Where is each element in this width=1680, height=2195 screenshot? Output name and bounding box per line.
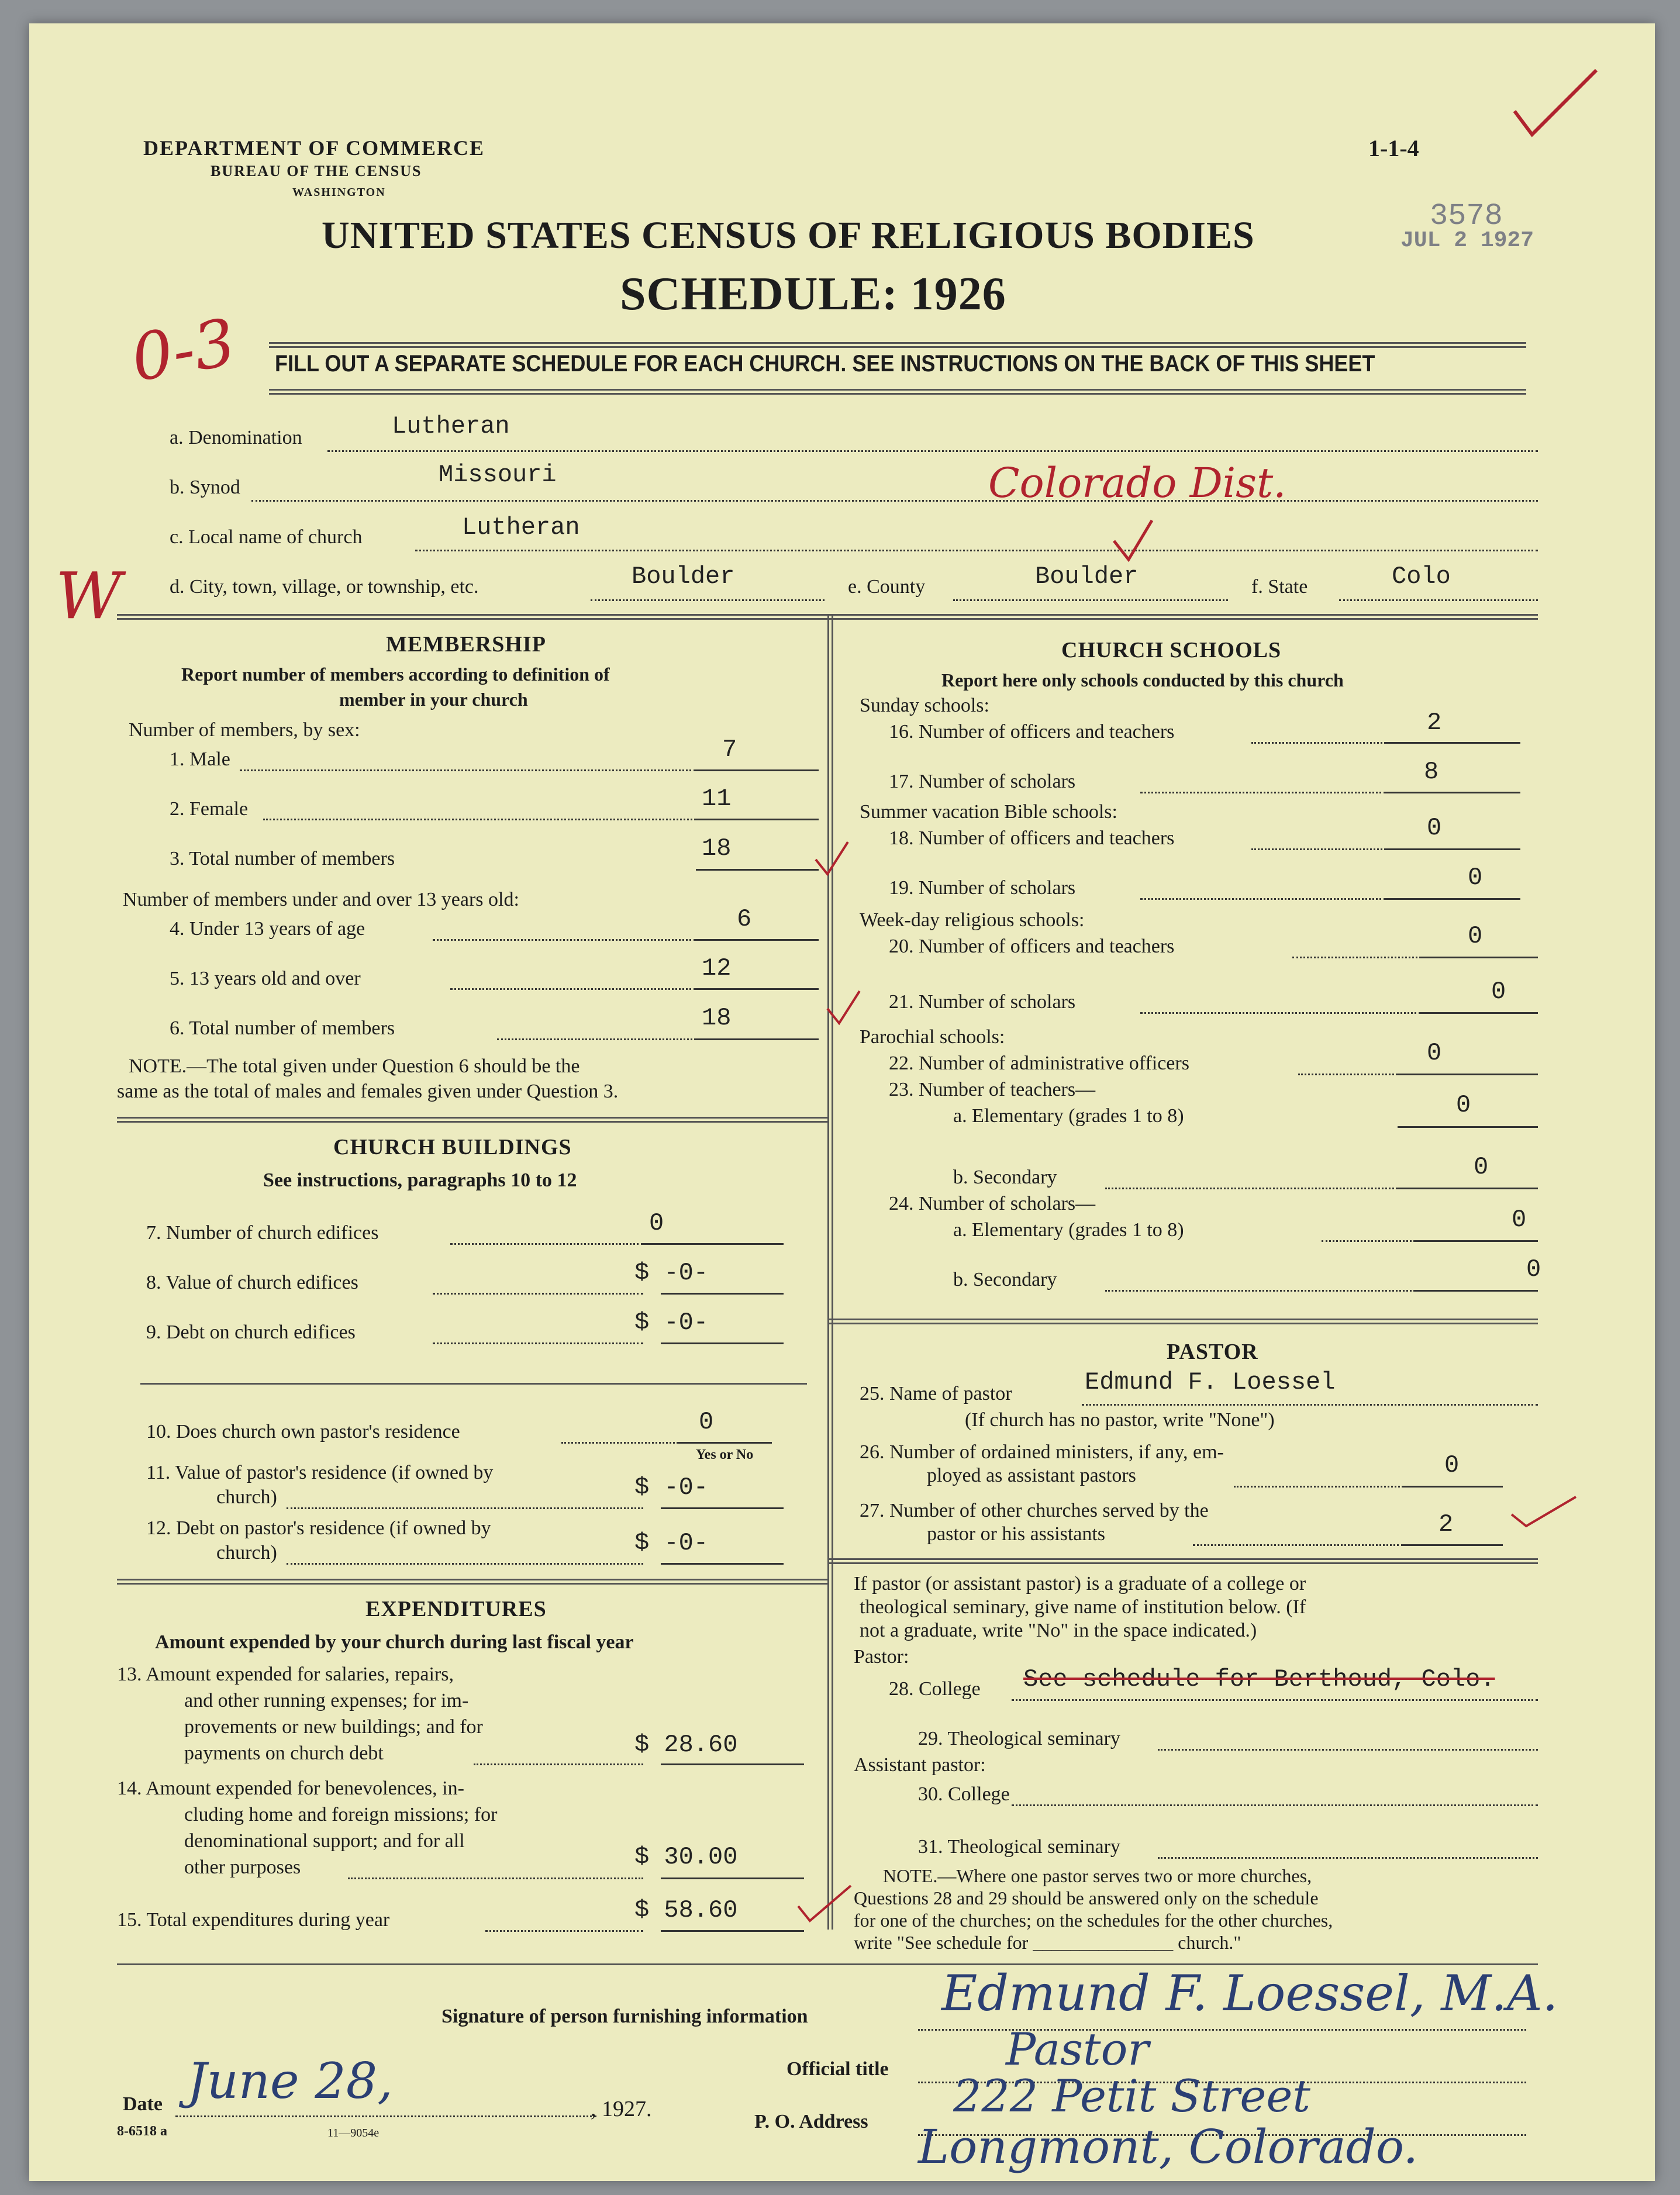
- q29-dots: [1158, 1749, 1538, 1751]
- q26-line-2: ployed as assistant pastors: [927, 1465, 1136, 1486]
- q26-dots: [1234, 1486, 1403, 1488]
- synod-value[interactable]: Missouri: [439, 461, 557, 489]
- weekday-schools-label: Week-day religious schools:: [860, 909, 1085, 931]
- q23a-line: [1398, 1126, 1538, 1128]
- print-number: 11—9054e: [327, 2127, 380, 2139]
- q28-dots: [1012, 1699, 1538, 1701]
- signature-label: Signature of person furnishing information: [441, 2006, 808, 2027]
- q22-dots: [1298, 1074, 1398, 1075]
- q15-dots: [485, 1930, 643, 1932]
- q26-value[interactable]: 0: [1444, 1451, 1460, 1479]
- q9-line: [661, 1342, 784, 1344]
- q24a-value[interactable]: 0: [1512, 1206, 1527, 1234]
- signature-value[interactable]: Edmund F. Loessel, M.A.: [941, 1965, 1558, 2022]
- synod-label: b. Synod: [170, 477, 240, 498]
- q24b-value[interactable]: 0: [1526, 1255, 1541, 1283]
- q19-dots: [1140, 898, 1386, 900]
- q5-value[interactable]: 12: [702, 954, 732, 982]
- q16-label: 16. Number of officers and teachers: [889, 721, 1175, 743]
- q18-value[interactable]: 0: [1427, 814, 1442, 842]
- q13-line-3: provements or new buildings; and for: [184, 1716, 483, 1738]
- denomination-value[interactable]: Lutheran: [392, 412, 510, 440]
- buildings-intro: See instructions, paragraphs 10 to 12: [263, 1169, 577, 1191]
- margin-mark-left: W: [56, 558, 122, 633]
- q17-line: [1386, 792, 1520, 793]
- q5-label: 5. 13 years old and over: [170, 968, 361, 989]
- q27-value[interactable]: 2: [1438, 1510, 1454, 1538]
- q24a-dots: [1322, 1240, 1415, 1242]
- state-value[interactable]: Colo: [1392, 562, 1451, 591]
- q13-line-4: payments on church debt: [184, 1742, 384, 1764]
- q23b-dots: [1105, 1188, 1398, 1189]
- expenditures-intro: Amount expended by your church during last fiscal year: [155, 1631, 634, 1653]
- q1-label: 1. Male: [170, 748, 230, 770]
- county-value[interactable]: Boulder: [1035, 562, 1139, 591]
- q5-dots: [450, 988, 696, 990]
- q13-line-2: and other running expenses; for im-: [184, 1690, 469, 1711]
- q4-label: 4. Under 13 years of age: [170, 918, 365, 940]
- page-subtitle: SCHEDULE: 1926: [620, 268, 1006, 320]
- yes-no-hint: Yes or No: [696, 1447, 754, 1462]
- instruction-banner: FILL OUT A SEPARATE SCHEDULE FOR EACH CHURCH. SEE INSTRUCTIONS ON THE BACK OF THIS SHEET: [275, 351, 1375, 377]
- q11-value[interactable]: $ -0-: [634, 1473, 709, 1502]
- q29-label: 29. Theological seminary: [918, 1728, 1120, 1749]
- q27-line: [1403, 1544, 1503, 1546]
- q25-label: 25. Name of pastor: [860, 1383, 1012, 1404]
- q6-line: [696, 1038, 819, 1040]
- grad-intro-2: theological seminary, give name of institution below. (If: [860, 1596, 1306, 1618]
- q14-line-2: cluding home and foreign missions; for: [184, 1804, 498, 1825]
- local-name-label: c. Local name of church: [170, 526, 363, 548]
- census-schedule-sheet: [29, 23, 1655, 2181]
- q24-label: 24. Number of scholars—: [889, 1193, 1096, 1214]
- q30-dots: [1012, 1804, 1538, 1806]
- official-title-label: Official title: [786, 2058, 889, 2080]
- official-title-value[interactable]: Pastor: [1006, 2023, 1149, 2075]
- local-name-value[interactable]: Lutheran: [462, 513, 580, 541]
- q8-line: [661, 1293, 784, 1295]
- q4-dots: [433, 939, 696, 941]
- q12-value[interactable]: $ -0-: [634, 1529, 709, 1557]
- q24b-dots: [1105, 1290, 1415, 1292]
- membership-note-1: NOTE.—The total given under Question 6 should be the: [129, 1055, 580, 1077]
- q13-line-1: 13. Amount expended for salaries, repairs,: [117, 1663, 454, 1685]
- q17-label: 17. Number of scholars: [889, 771, 1076, 792]
- check-mark-icon: [1509, 1491, 1579, 1532]
- parochial-schools-label: Parochial schools:: [860, 1026, 1005, 1048]
- q23b-value[interactable]: 0: [1474, 1153, 1489, 1181]
- q6-dots: [497, 1038, 696, 1040]
- page-title: UNITED STATES CENSUS OF RELIGIOUS BODIES: [322, 214, 1255, 257]
- section-rule: [827, 1319, 1538, 1324]
- address-label: P. O. Address: [754, 2111, 868, 2132]
- form-number: 8-6518 a: [117, 2124, 167, 2139]
- q14-line-4: other purposes: [184, 1856, 301, 1878]
- q10-value[interactable]: 0: [699, 1408, 714, 1436]
- q10-line: [678, 1442, 772, 1444]
- schools-title: CHURCH SCHOOLS: [1061, 638, 1282, 662]
- q28-label: 28. College: [889, 1678, 981, 1700]
- q10-label: 10. Does church own pastor's residence: [146, 1421, 460, 1442]
- pastor-note-3: for one of the churches; on the schedules for the other churches,: [854, 1910, 1333, 1931]
- schools-intro: Report here only schools conducted by this church: [941, 669, 1344, 691]
- q9-label: 9. Debt on church edifices: [146, 1321, 356, 1343]
- q6-label: 6. Total number of members: [170, 1017, 395, 1039]
- members-by-age-label: Number of members under and over 13 years old:: [123, 889, 519, 910]
- q18-dots: [1251, 848, 1386, 850]
- q1-dots: [240, 769, 696, 771]
- q20-value[interactable]: 0: [1468, 922, 1483, 950]
- q13-line: [661, 1763, 804, 1765]
- q3-value[interactable]: 18: [702, 834, 732, 862]
- q2-line: [696, 819, 819, 820]
- q27-line-2: pastor or his assistants: [927, 1523, 1106, 1545]
- q24b-label: b. Secondary: [953, 1269, 1057, 1290]
- address-line-1[interactable]: 222 Petit Street: [953, 2070, 1310, 2122]
- q11-label: 11. Value of pastor's residence (if owned by: [146, 1462, 494, 1483]
- q23a-label: a. Elementary (grades 1 to 8): [953, 1105, 1184, 1127]
- q3-line: [696, 869, 819, 871]
- check-mark-icon: [1111, 517, 1158, 564]
- q25-hint: (If church has no pastor, write "None"): [965, 1409, 1275, 1431]
- q19-line: [1386, 898, 1520, 900]
- section-rule: [117, 1117, 827, 1123]
- q1-value[interactable]: 7: [722, 736, 737, 764]
- q20-dots: [1292, 957, 1421, 958]
- q31-label: 31. Theological seminary: [918, 1836, 1120, 1858]
- q13-dots: [474, 1763, 643, 1765]
- q12-dots: [287, 1563, 643, 1565]
- city-value[interactable]: Boulder: [632, 562, 735, 591]
- q30-label: 30. College: [918, 1783, 1010, 1805]
- date-line: [175, 2115, 596, 2117]
- q19-value[interactable]: 0: [1468, 864, 1483, 892]
- q10-dots: [561, 1442, 678, 1444]
- q27-dots: [1193, 1544, 1403, 1546]
- membership-title: MEMBERSHIP: [386, 632, 546, 657]
- q28-value[interactable]: See schedule for Berthoud, Colo.: [1023, 1665, 1495, 1693]
- q26-line: [1403, 1486, 1503, 1488]
- city-label: WASHINGTON: [292, 186, 386, 199]
- q24b-line: [1415, 1290, 1538, 1292]
- q22-value[interactable]: 0: [1427, 1039, 1442, 1067]
- department-label: DEPARTMENT OF COMMERCE: [143, 136, 485, 160]
- q26-line-1: 26. Number of ordained ministers, if any, em-: [860, 1441, 1224, 1463]
- form-code: 1-1-4: [1368, 135, 1419, 161]
- q8-label: 8. Value of church edifices: [146, 1272, 358, 1293]
- q14-line: [661, 1878, 804, 1879]
- q9-value[interactable]: $ -0-: [634, 1309, 709, 1337]
- date-year: , 1927.: [591, 2097, 652, 2121]
- q25-dots: [1082, 1404, 1538, 1406]
- q2-value[interactable]: 11: [702, 785, 732, 813]
- q14-line-1: 14. Amount expended for benevolences, in-: [117, 1778, 464, 1799]
- county-line: [953, 599, 1228, 601]
- sunday-schools-label: Sunday schools:: [860, 695, 989, 716]
- q7-value[interactable]: 0: [649, 1209, 664, 1237]
- pastor-subhead: Pastor:: [854, 1646, 909, 1668]
- q15-label: 15. Total expenditures during year: [117, 1909, 390, 1931]
- q11-label-2: church): [216, 1486, 277, 1508]
- section-rule: [117, 1579, 827, 1585]
- q8-dots: [433, 1293, 643, 1295]
- q13-value[interactable]: $ 28.60: [634, 1731, 738, 1759]
- stamp-number: 3578: [1430, 199, 1503, 233]
- denomination-line: [327, 450, 1538, 452]
- state-line: [1339, 599, 1538, 601]
- pastor-note-2: Questions 28 and 29 should be answered only on the schedule: [854, 1887, 1319, 1908]
- q23-label: 23. Number of teachers—: [889, 1079, 1096, 1100]
- stamp-date: JUL 2 1927: [1400, 228, 1534, 253]
- q22-line: [1398, 1074, 1538, 1075]
- q15-line: [661, 1930, 804, 1932]
- membership-intro-2: member in your church: [339, 689, 528, 710]
- q11-dots: [287, 1507, 643, 1509]
- assistant-subhead: Assistant pastor:: [854, 1754, 986, 1776]
- q21-value[interactable]: 0: [1491, 978, 1506, 1006]
- q2-label: 2. Female: [170, 798, 249, 820]
- synod-line: [251, 500, 1538, 502]
- bureau-label: BUREAU OF THE CENSUS: [211, 163, 422, 180]
- q31-dots: [1158, 1857, 1538, 1859]
- q19-label: 19. Number of scholars: [889, 877, 1076, 899]
- q1-line: [696, 769, 819, 771]
- membership-intro-1: Report number of members according to definition of: [181, 664, 610, 685]
- q16-value[interactable]: 2: [1427, 709, 1442, 737]
- members-by-sex-label: Number of members, by sex:: [129, 719, 360, 741]
- q15-value[interactable]: $ 58.60: [634, 1896, 738, 1924]
- q17-dots: [1140, 792, 1386, 793]
- membership-note-2: same as the total of males and females given under Question 3.: [117, 1081, 619, 1102]
- q7-line: [643, 1243, 784, 1245]
- q14-value[interactable]: $ 30.00: [634, 1843, 738, 1871]
- expenditures-title: EXPENDITURES: [365, 1597, 547, 1621]
- state-label: f. State: [1251, 576, 1308, 598]
- bottom-rule: [269, 389, 1526, 395]
- q12-line: [661, 1563, 784, 1565]
- check-mark-icon: [1509, 64, 1602, 146]
- q16-line: [1386, 742, 1520, 744]
- q18-label: 18. Number of officers and teachers: [889, 827, 1175, 849]
- divider: [140, 1383, 807, 1385]
- buildings-title: CHURCH BUILDINGS: [333, 1135, 572, 1159]
- q7-label: 7. Number of church edifices: [146, 1222, 379, 1244]
- pastor-note-1: NOTE.—Where one pastor serves two or more churches,: [883, 1865, 1312, 1886]
- top-rule: [269, 342, 1526, 348]
- check-mark-icon: [795, 1883, 854, 1930]
- pastor-title: PASTOR: [1167, 1340, 1258, 1364]
- q23b-label: b. Secondary: [953, 1166, 1057, 1188]
- synod-note-handwritten: Colorado Dist.: [988, 459, 1286, 507]
- q7-dots: [450, 1243, 643, 1245]
- check-mark-icon: [825, 988, 865, 1029]
- q4-value[interactable]: 6: [737, 905, 752, 933]
- q11-line: [661, 1507, 784, 1509]
- county-label: e. County: [848, 576, 926, 598]
- address-line-2[interactable]: Longmont, Colorado.: [918, 2120, 1419, 2174]
- q16-dots: [1251, 742, 1386, 744]
- q20-line: [1421, 957, 1538, 958]
- q12-label: 12. Debt on pastor's residence (if owned by: [146, 1517, 491, 1539]
- city-label: d. City, town, village, or township, etc.: [170, 576, 479, 598]
- q12-label-2: church): [216, 1542, 277, 1564]
- column-divider: [827, 614, 833, 1930]
- q20-label: 20. Number of officers and teachers: [889, 936, 1175, 957]
- date-value[interactable]: June 28,: [187, 2052, 393, 2110]
- q6-value[interactable]: 18: [702, 1004, 732, 1032]
- q22-label: 22. Number of administrative officers: [889, 1052, 1189, 1074]
- local-name-line: [415, 550, 1538, 551]
- check-mark-icon: [813, 839, 854, 880]
- q18-line: [1386, 848, 1520, 850]
- q9-dots: [433, 1342, 643, 1344]
- q21-line: [1421, 1012, 1538, 1014]
- q23b-line: [1398, 1188, 1538, 1189]
- q21-label: 21. Number of scholars: [889, 991, 1076, 1013]
- q25-value[interactable]: Edmund F. Loessel: [1085, 1368, 1336, 1396]
- grad-intro-3: not a graduate, write "No" in the space indicated.): [860, 1620, 1257, 1641]
- q17-value[interactable]: 8: [1424, 758, 1439, 786]
- date-label: Date: [123, 2093, 163, 2115]
- pastor-note-4: write "See schedule for _______________ church.": [854, 1932, 1241, 1953]
- q2-dots: [263, 819, 696, 820]
- city-line: [591, 599, 825, 601]
- q21-dots: [1140, 1012, 1421, 1014]
- q14-dots: [348, 1878, 643, 1879]
- q5-line: [696, 988, 819, 990]
- summer-schools-label: Summer vacation Bible schools:: [860, 801, 1117, 823]
- q14-line-3: denominational support; and for all: [184, 1830, 465, 1852]
- q24a-line: [1415, 1240, 1538, 1242]
- denomination-label: a. Denomination: [170, 427, 302, 448]
- q24a-label: a. Elementary (grades 1 to 8): [953, 1219, 1184, 1241]
- q8-value[interactable]: $ -0-: [634, 1259, 709, 1287]
- section-rule: [827, 1558, 1538, 1564]
- q23a-value[interactable]: 0: [1456, 1091, 1471, 1119]
- q3-label: 3. Total number of members: [170, 848, 395, 869]
- q27-line-1: 27. Number of other churches served by the: [860, 1500, 1209, 1521]
- margin-mark-top: 0-3: [126, 304, 241, 396]
- grad-intro-1: If pastor (or assistant pastor) is a graduate of a college or: [854, 1573, 1306, 1595]
- q4-line: [696, 939, 819, 941]
